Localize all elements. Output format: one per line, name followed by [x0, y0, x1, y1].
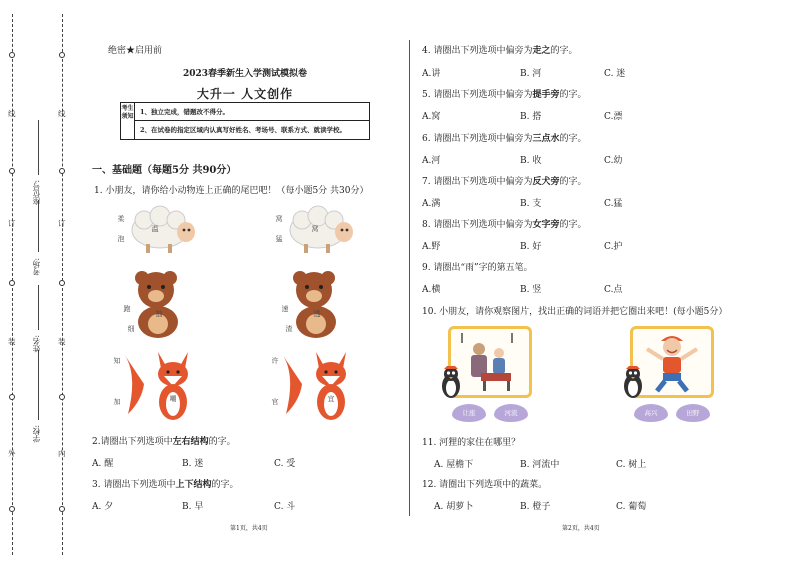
q11-option-a[interactable]: A. 屋檐下 — [434, 460, 474, 470]
tail-tag[interactable]: 许 — [271, 357, 279, 365]
penguin-icon — [440, 366, 462, 400]
question-text: 的字。 — [559, 177, 587, 187]
tail-tag[interactable]: 泡 — [117, 235, 125, 243]
name-field[interactable] — [38, 285, 39, 330]
body-tag[interactable]: 嘲 — [169, 395, 177, 403]
exam-subtitle: 大升一 人文创作 — [196, 87, 294, 101]
body-tag[interactable]: 宜 — [327, 395, 335, 403]
binding-hole — [59, 394, 65, 400]
question-text: 5. 请圈出下列选项中偏旁为 — [422, 90, 533, 100]
question-text: 4. 请圈出下列选项中偏旁为 — [422, 46, 533, 56]
binding-hole — [59, 168, 65, 174]
binding-hole — [9, 394, 15, 400]
seat-number-field[interactable] — [38, 120, 39, 175]
question-text: 3. 请圈出下列选项中 — [92, 480, 176, 490]
q5-option-a[interactable]: A.窝 — [422, 112, 441, 122]
question-text: 的字。 — [550, 46, 578, 56]
q2-option-b[interactable]: B. 迷 — [182, 459, 204, 469]
q2-option-c[interactable]: C. 受 — [274, 459, 296, 469]
question-4 — [422, 43, 577, 56]
q7-option-a[interactable]: A.满 — [422, 199, 441, 209]
body-tag[interactable]: 透 — [313, 310, 321, 318]
binding-hole — [59, 506, 65, 512]
body-tag[interactable]: 温 — [151, 225, 159, 233]
question-10: 10. 小朋友，请你观察图片，找出正确的词语并把它圈出来吧！(每小题5分） — [422, 307, 728, 317]
q6-option-b[interactable]: B. 收 — [520, 156, 542, 166]
secret-mark: 绝密★启用前 — [108, 46, 163, 56]
q9-option-c[interactable]: C.点 — [604, 285, 623, 295]
word-choice-leaf[interactable]: 河流 — [494, 404, 528, 422]
binding-word: 线 — [58, 109, 66, 118]
q6-option-c[interactable]: C.幼 — [604, 156, 623, 166]
q7-option-b[interactable]: B. 支 — [520, 199, 542, 209]
q4-option-a[interactable]: A.讲 — [422, 69, 441, 79]
binding-hole — [9, 280, 15, 286]
question-text: 的字。 — [559, 90, 587, 100]
q11-option-b[interactable]: B. 河流中 — [520, 460, 560, 470]
q8-option-c[interactable]: C.护 — [604, 242, 623, 252]
binding-hole — [59, 52, 65, 58]
question-keyword: 左右结构 — [172, 437, 209, 447]
q12-option-c[interactable]: C. 葡萄 — [616, 502, 647, 512]
q12-option-a[interactable]: A. 胡萝卜 — [434, 502, 474, 512]
notice-head: 考生须知 — [121, 103, 135, 139]
binding-word: 装 — [58, 337, 66, 346]
tail-tag[interactable]: 细 — [127, 325, 135, 333]
penguin-icon — [622, 366, 644, 400]
q3-option-b[interactable]: B. 早 — [182, 502, 204, 512]
word-choice-leaf[interactable]: 田野 — [676, 404, 710, 422]
q5-option-b[interactable]: B. 搭 — [520, 112, 542, 122]
binding-word: 内 — [58, 449, 66, 458]
binding-hole — [59, 280, 65, 286]
binding-word: 线 — [8, 109, 16, 118]
fox-illustration — [118, 344, 198, 424]
tail-tag[interactable]: 速 — [281, 305, 289, 313]
page-1 — [86, 0, 404, 561]
question-8 — [422, 217, 586, 230]
school-field[interactable] — [38, 350, 39, 420]
question-keyword: 上下结构 — [175, 480, 212, 490]
word-choice-leaf[interactable]: 高兴 — [634, 404, 668, 422]
question-2 — [92, 434, 236, 447]
question-9: 9. 请圈出“雨”字的第五笔。 — [422, 263, 533, 273]
question-12: 12. 请圈出下列选项中的蔬菜。 — [422, 480, 548, 490]
q9-option-a[interactable]: A.横 — [422, 285, 441, 295]
question-3 — [92, 477, 238, 490]
tail-tag[interactable]: 柔 — [117, 215, 125, 223]
question-6 — [422, 131, 586, 144]
q3-option-a[interactable]: A. 夕 — [92, 502, 114, 512]
question-keyword: 反犬旁 — [532, 177, 560, 187]
question-11: 11. 河狸的家住在哪里？ — [422, 438, 521, 448]
binding-word: 外 — [8, 449, 16, 458]
body-tag[interactable]: 抽 — [155, 310, 163, 318]
question-text: 的字。 — [559, 220, 587, 230]
question-text: 的字。 — [211, 480, 239, 490]
q2-option-a[interactable]: A. 醒 — [92, 459, 114, 469]
binding-word: 订 — [58, 219, 66, 228]
fox-illustration — [276, 344, 356, 424]
body-tag[interactable]: 窝 — [311, 225, 319, 233]
question-text: 的字。 — [559, 134, 587, 144]
tail-tag[interactable]: 知 — [113, 357, 121, 365]
question-text: 7. 请圈出下列选项中偏旁为 — [422, 177, 533, 187]
page-footer: 第1页，共4页 — [230, 525, 268, 532]
exam-title: 2023春季新生入学测试模拟卷 — [182, 69, 308, 79]
tail-tag[interactable]: 加 — [113, 398, 121, 406]
question-5 — [422, 87, 586, 100]
tail-tag[interactable]: 官 — [271, 398, 279, 406]
q12-option-b[interactable]: B. 橙子 — [520, 502, 551, 512]
q8-option-a[interactable]: A.野 — [422, 242, 441, 252]
binding-margin — [0, 0, 80, 561]
q11-option-c[interactable]: C. 树上 — [616, 460, 647, 470]
binding-hole — [9, 52, 15, 58]
question-keyword: 女字旁 — [532, 220, 560, 230]
section-title: 一、基础题（每题5分 共90分） — [92, 165, 237, 176]
question-keyword: 三点水 — [532, 134, 560, 144]
notice-box — [120, 102, 370, 140]
question-1: 1. 小朋友，请你给小动物连上正确的尾巴吧！（每小题5分 共30分） — [94, 186, 369, 196]
notice-row: 1、独立完成，错题改不得分。 — [135, 103, 369, 121]
q9-option-b[interactable]: B. 竖 — [520, 285, 542, 295]
q5-option-c[interactable]: C.漂 — [604, 112, 623, 122]
q4-option-b[interactable]: B. 河 — [520, 69, 542, 79]
school-label: 学校: — [32, 425, 41, 443]
binding-word: 订 — [8, 219, 16, 228]
binding-hole — [9, 168, 15, 174]
question-7 — [422, 174, 586, 187]
q7-option-c[interactable]: C.猛 — [604, 199, 623, 209]
page-footer: 第2页，共4页 — [562, 525, 600, 532]
binding-hole — [9, 506, 15, 512]
question-text: 的字。 — [208, 437, 236, 447]
binding-word: 装 — [8, 337, 16, 346]
q6-option-a[interactable]: A.河 — [422, 156, 441, 166]
name-label: 姓名: — [32, 335, 41, 353]
question-text: 8. 请圈出下列选项中偏旁为 — [422, 220, 533, 230]
seat-number-label: 座位号: — [32, 180, 41, 206]
q3-option-c[interactable]: C. 斗 — [274, 502, 296, 512]
exam-room-field[interactable] — [38, 200, 39, 252]
tail-tag[interactable]: 窝 — [275, 215, 283, 223]
tail-tag[interactable]: 渣 — [285, 325, 293, 333]
word-choice-leaf[interactable]: 让座 — [452, 404, 486, 422]
question-keyword: 走之 — [532, 46, 551, 56]
question-text: 6. 请圈出下列选项中偏旁为 — [422, 134, 533, 144]
q8-option-b[interactable]: B. 好 — [520, 242, 542, 252]
tail-tag[interactable]: 猛 — [275, 235, 283, 243]
q4-option-c[interactable]: C. 迷 — [604, 69, 626, 79]
page-2 — [416, 0, 784, 561]
exam-room-label: 考场: — [32, 258, 41, 276]
column-divider — [409, 40, 410, 516]
notice-row: 2、在试卷的指定区域内认真写好姓名、考场号、联系方式、就读学校。 — [140, 126, 347, 134]
tail-tag[interactable]: 跑 — [123, 305, 131, 313]
question-keyword: 提手旁 — [532, 90, 560, 100]
question-text: 2.请圈出下列选项中 — [92, 437, 173, 447]
